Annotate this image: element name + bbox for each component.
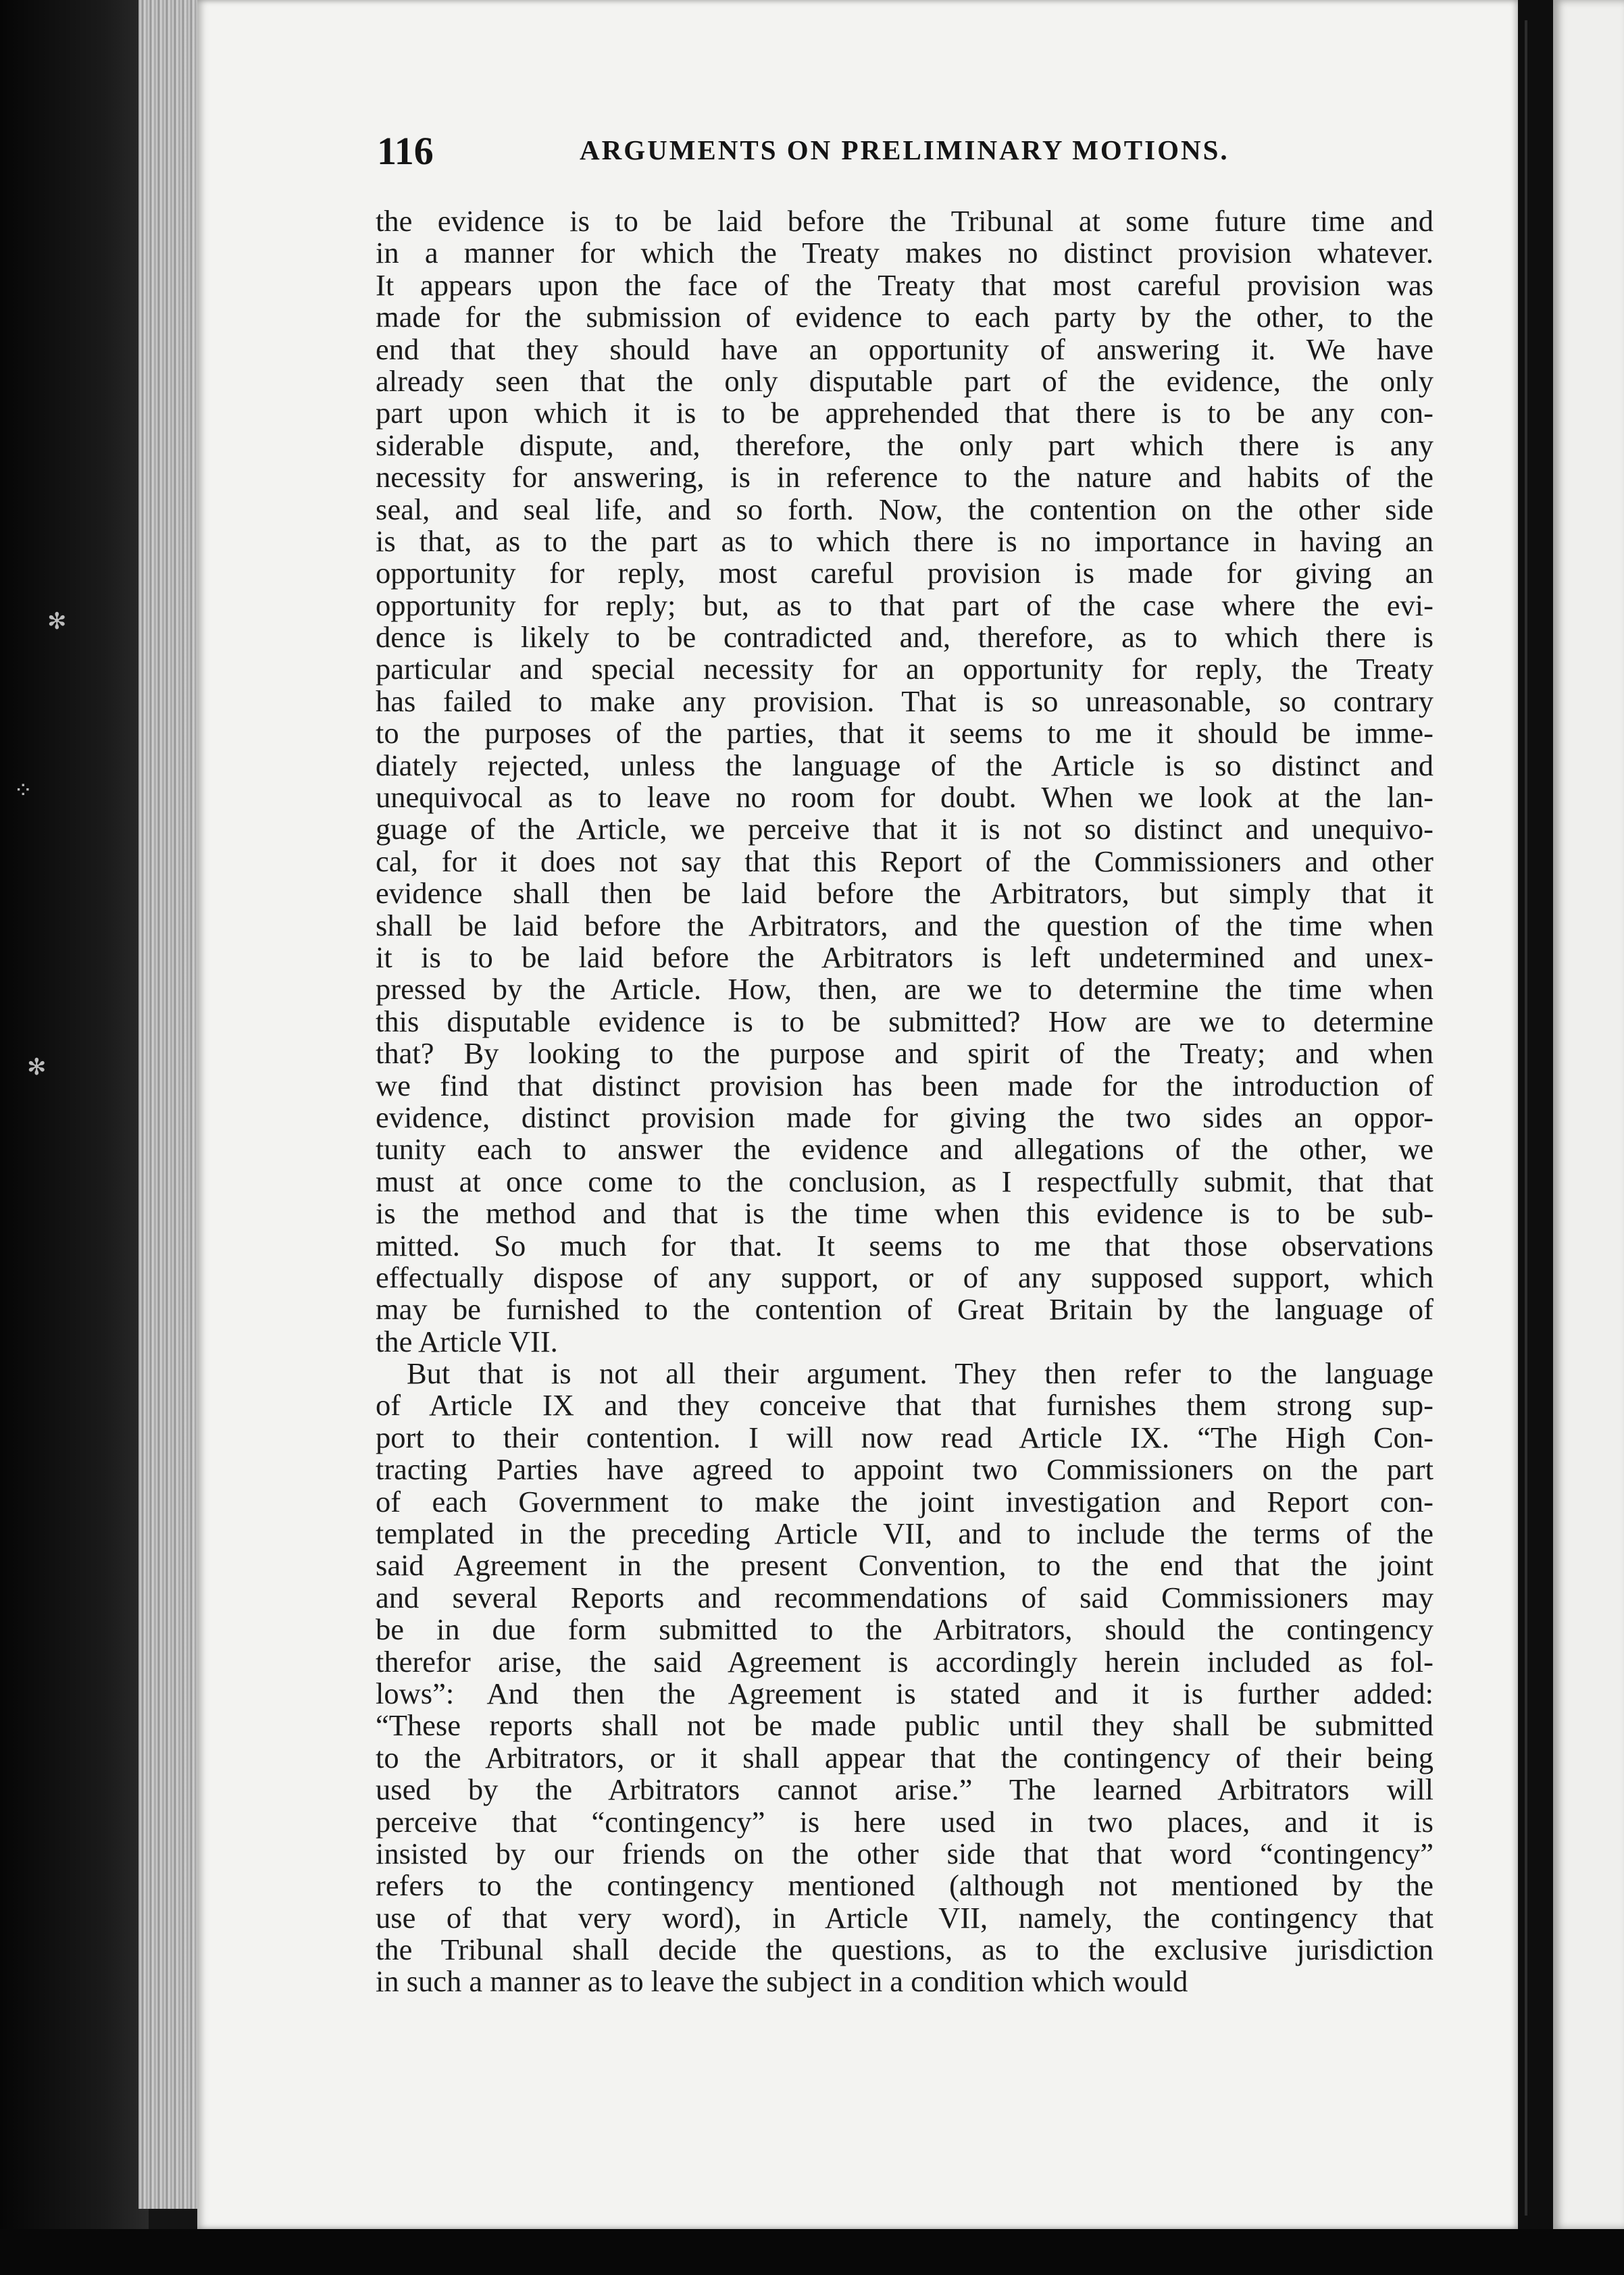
text-line: particular and special necessity for an opportunity for reply, the Treaty [376,652,1433,686]
text-line: mitted. So much for that. It seems to me that those observations [376,1228,1433,1262]
left-gutter [0,0,149,2275]
page-edges [138,0,201,2209]
text-line: and several Reports and recommendations of said Commissioners may [376,1580,1433,1614]
text-line: port to their contention. I will now read Article IX. “The High Con- [376,1420,1433,1454]
text-line: to the purposes of the parties, that it seems to me it should be imme- [376,716,1433,750]
text-line: to the Arbitrators, or it shall appear that the contingency of their being [376,1740,1433,1774]
text-line: that? By looking to the purpose and spirit of the Treaty; and when [376,1036,1433,1071]
text-line: dence is likely to be contradicted and, therefore, as to which there is [376,620,1433,655]
specks: ⁘ [14,777,33,804]
text-line: the evidence is to be laid before the Tribunal at some future time and [376,204,1433,238]
text-line: evidence, distinct provision made for giving the two sides an oppor- [376,1100,1433,1134]
text-line: evidence shall then be laid before the Arbitrators, but simply that it [376,876,1433,911]
text-line: opportunity for reply, most careful provision is made for giving an [376,556,1433,590]
text-line: perceive that “contingency” is here used in two places, and it is [376,1804,1433,1839]
text-line: lows”: And then the Agreement is stated and it is further added: [376,1676,1433,1710]
body-text [376,205,1433,1998]
text-line: “These reports shall not be made public until they shall be submitted [376,1708,1433,1743]
text-line: siderable dispute, and, therefore, the only part which there is any [376,428,1433,462]
text-line: insisted by our friends on the other side that that word “contingency” [376,1836,1433,1870]
text-line: use of that very word), in Article VII, namely, the contingency that [376,1900,1433,1935]
text-line: used by the Arbitrators cannot arise.” The learned Arbitrators will [376,1772,1433,1807]
text-line: part upon which it is to be apprehended that there is to be any con- [376,396,1433,430]
text-line: must at once come to the conclusion, as I respectfully submit, that that [376,1164,1433,1198]
text-line: this disputable evidence is to be submitted? How are we to determine [376,1004,1433,1038]
text-line: is the method and that is the time when this evidence is to be sub- [376,1196,1433,1231]
text-line: But that is not all their argument. They then refer to the language [407,1356,1433,1391]
text-line: templated in the preceding Article VII, and to include the terms of the [376,1516,1433,1551]
text-line: tunity each to answer the evidence and allegations of the other, we [376,1132,1433,1167]
page-heading: ARGUMENTS ON PRELIMINARY MOTIONS. [580,134,1229,165]
text-line: It appears upon the face of the Treaty that most careful provision was [376,267,1433,302]
page-number: 116 [377,129,434,173]
text-line: seal, and seal life, and so forth. Now, the contention on the other side [376,492,1433,526]
text-line: opportunity for reply; but, as to that part of the case where the evi- [376,588,1433,622]
text-line: we find that distinct provision has been made for the introduction of [376,1068,1433,1102]
text-line: necessity for answering, is in reference to the nature and habits of the [376,460,1433,494]
text-line: shall be laid before the Arbitrators, and the question of the time when [376,908,1433,942]
text-line: refers to the contingency mentioned (although not mentioned by the [376,1868,1433,1903]
page-divider [1518,0,1553,2229]
text-line: cal, for it does not say that this Report of the Commissioners and other [376,844,1433,878]
divider-rule [1525,20,1527,2216]
text-line: unequivocal as to leave no room for doubt. When we look at the lan- [376,780,1433,815]
text-line: effectually dispose of any support, or of any supposed support, which [376,1260,1433,1294]
text-line: the Article VII. [376,1324,558,1358]
text-line: of each Government to make the joint investigation and Report con- [376,1484,1433,1518]
text-line: in such a manner as to leave the subject in a condition which would [376,1964,1188,1999]
text-line: diately rejected, unless the language of the Article is so distinct and [376,748,1433,782]
text-line: guage of the Article, we perceive that it is not so distinct and unequivo- [376,812,1433,846]
text-line: already seen that the only disputable part of the evidence, the only [376,363,1433,398]
text-line: said Agreement in the present Convention, to the end that the joint [376,1548,1433,1583]
specks: ✻ [47,608,67,635]
text-line: made for the submission of evidence to each party by the other, to the [376,300,1433,334]
text-line: in a manner for which the Treaty makes no distinct provision whatever. [376,236,1433,270]
text-line: end that they should have an opportunity of answering it. We have [376,332,1433,366]
text-line: pressed by the Article. How, then, are we to determine the time when [376,972,1433,1006]
text-line: tracting Parties have agreed to appoint two Commissioners on the part [376,1452,1433,1487]
text-line: the Tribunal shall decide the questions, as to the exclusive jurisdiction [376,1933,1433,1967]
text-line: therefor arise, the said Agreement is accordingly herein included as fol- [376,1644,1433,1679]
text-line: may be furnished to the contention of Great Britain by the language of [376,1292,1433,1327]
text-line: of Article IX and they conceive that that furnishes them strong sup- [376,1388,1433,1423]
specks: ✻ [27,1054,47,1081]
text-line: be in due form submitted to the Arbitrators, should the contingency [376,1612,1433,1647]
text-line: is that, as to the part as to which there is no importance in having an [376,523,1433,558]
running-head [370,128,1438,176]
next-page-edge [1553,0,1624,2229]
text-line: it is to be laid before the Arbitrators is left undetermined and unex- [376,940,1433,974]
bottom-band [0,2229,1624,2275]
text-line: has failed to make any provision. That is so unreasonable, so contrary [376,684,1433,718]
